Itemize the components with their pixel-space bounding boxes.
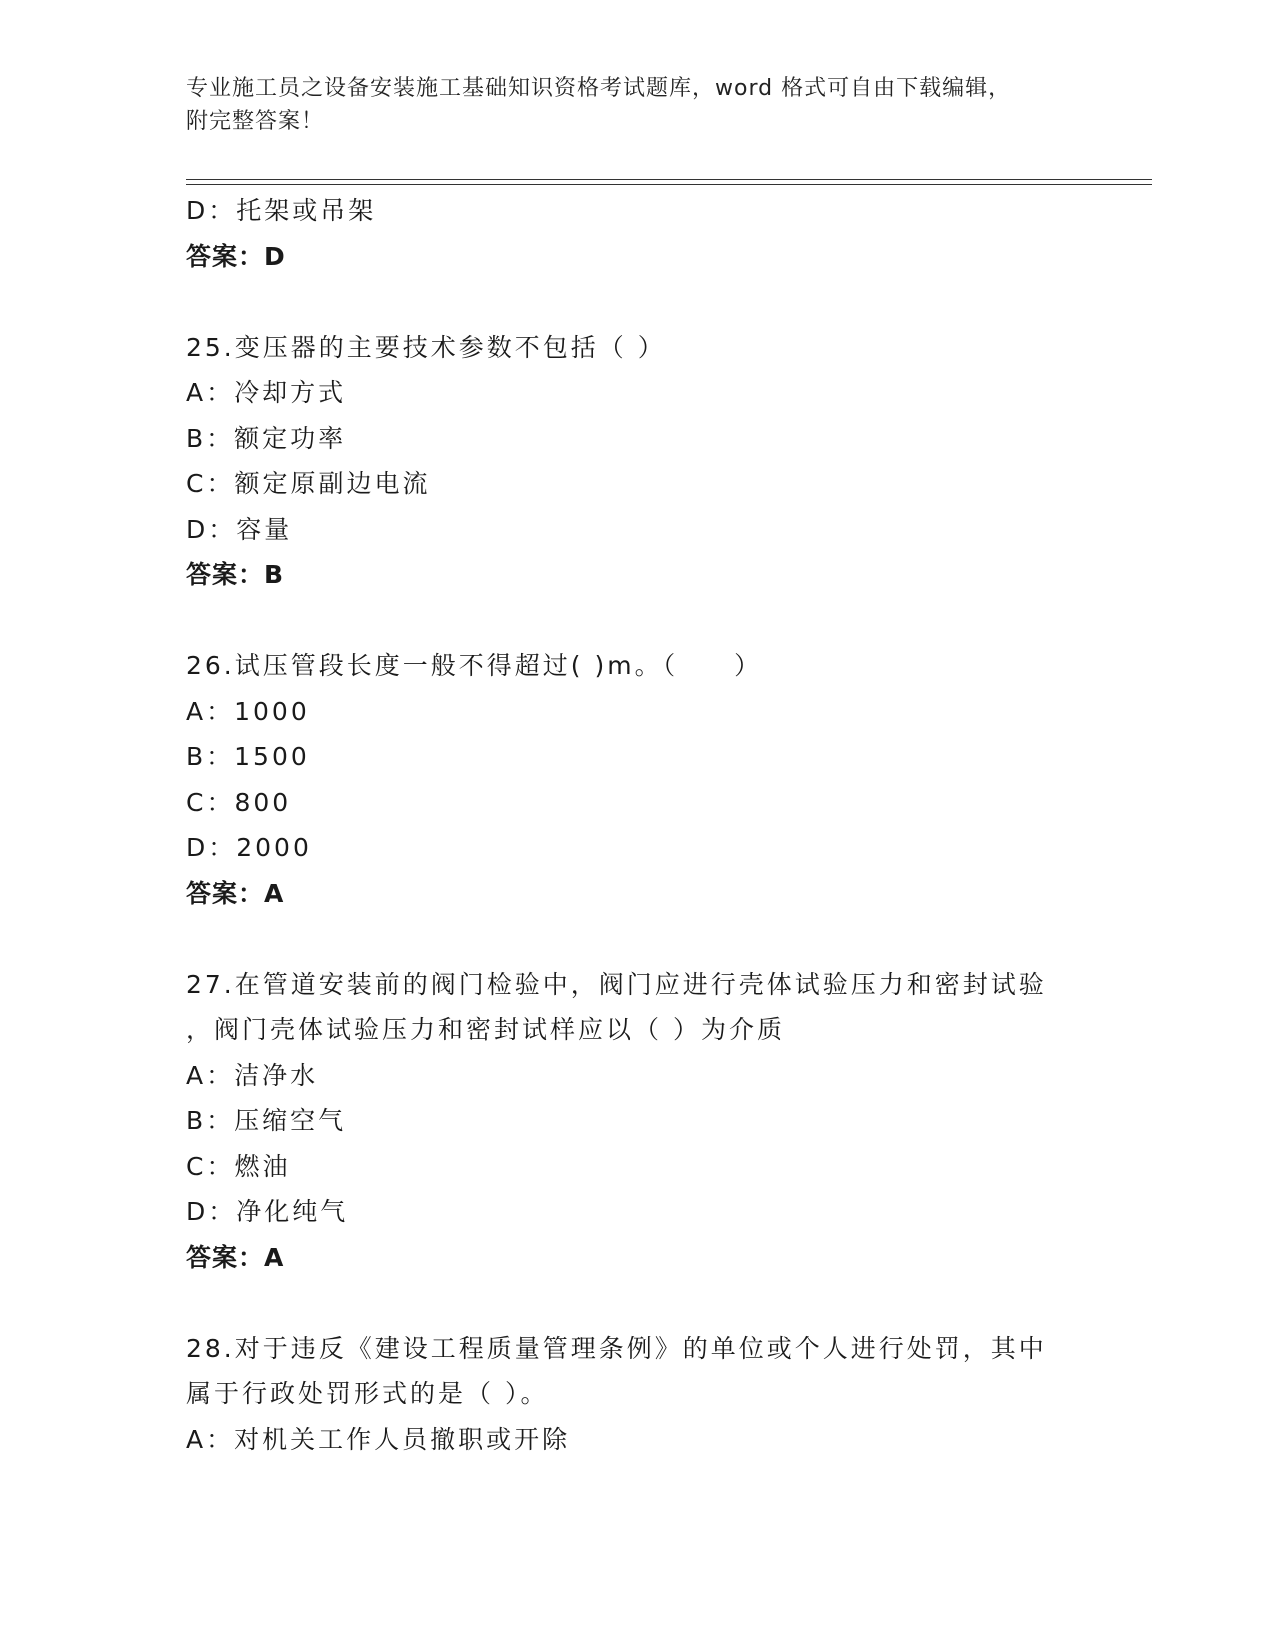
q26-option-b: B：1500 [186, 742, 310, 771]
question-26 [186, 643, 1086, 916]
q26-stem: 26.试压管段长度一般不得超过( )m。（ ） [186, 651, 763, 680]
q27-option-b: B：压缩空气 [186, 1106, 347, 1135]
q27-stem-line-1: 27.在管道安装前的阀门检验中，阀门应进行壳体试验压力和密封试验 [186, 969, 1047, 999]
q28-option-a: A：对机关工作人员撤职或开除 [186, 1424, 571, 1454]
q28-stem-line-1: 28.对于违反《建设工程质量管理条例》的单位或个人进行处罚，其中 [186, 1333, 1047, 1363]
spacer [186, 1280, 1086, 1326]
q27-option-a: A：洁净水 [186, 1060, 319, 1090]
q27-option-c: C：燃油 [186, 1151, 291, 1181]
question-24-tail [186, 188, 1086, 279]
q27-stem-line-2: ，阀门壳体试验压力和密封试样应以（ ）为介质 [186, 1015, 785, 1044]
q27-option-d: D：净化纯气 [186, 1197, 349, 1226]
q26-option-a: A：1000 [186, 696, 310, 726]
q25-option-d: D：容量 [186, 514, 293, 544]
q24-option-d: D：托架或吊架 [186, 196, 377, 225]
question-25 [186, 325, 1086, 598]
q24-answer: 答案：D [186, 241, 286, 271]
header-divider-bottom [186, 184, 1152, 185]
q27-answer: 答案：A [186, 1242, 285, 1272]
header-divider-top [186, 179, 1152, 180]
q25-option-c: C：额定原副边电流 [186, 469, 431, 498]
question-28 [186, 1326, 1086, 1463]
spacer [186, 598, 1086, 644]
header-line-2: 附完整答案！ [186, 109, 325, 134]
q25-stem: 25.变压器的主要技术参数不包括（ ） [186, 332, 666, 362]
spacer [186, 916, 1086, 962]
q25-option-a: A：冷却方式 [186, 378, 347, 407]
question-list [186, 188, 1086, 1462]
question-27 [186, 962, 1086, 1281]
q26-answer: 答案：A [186, 878, 285, 908]
q26-option-c: C：800 [186, 787, 292, 817]
q25-answer: 答案：B [186, 560, 285, 589]
header-line-1: 专业施工员之设备安装施工基础知识资格考试题库，word 格式可自由下载编辑， [186, 76, 1012, 101]
document-header [186, 72, 1086, 138]
spacer [186, 279, 1086, 325]
q28-stem-line-2: 属于行政处罚形式的是（ ）。 [186, 1379, 549, 1408]
q25-option-b: B：额定功率 [186, 423, 347, 453]
q26-option-d: D：2000 [186, 833, 312, 862]
